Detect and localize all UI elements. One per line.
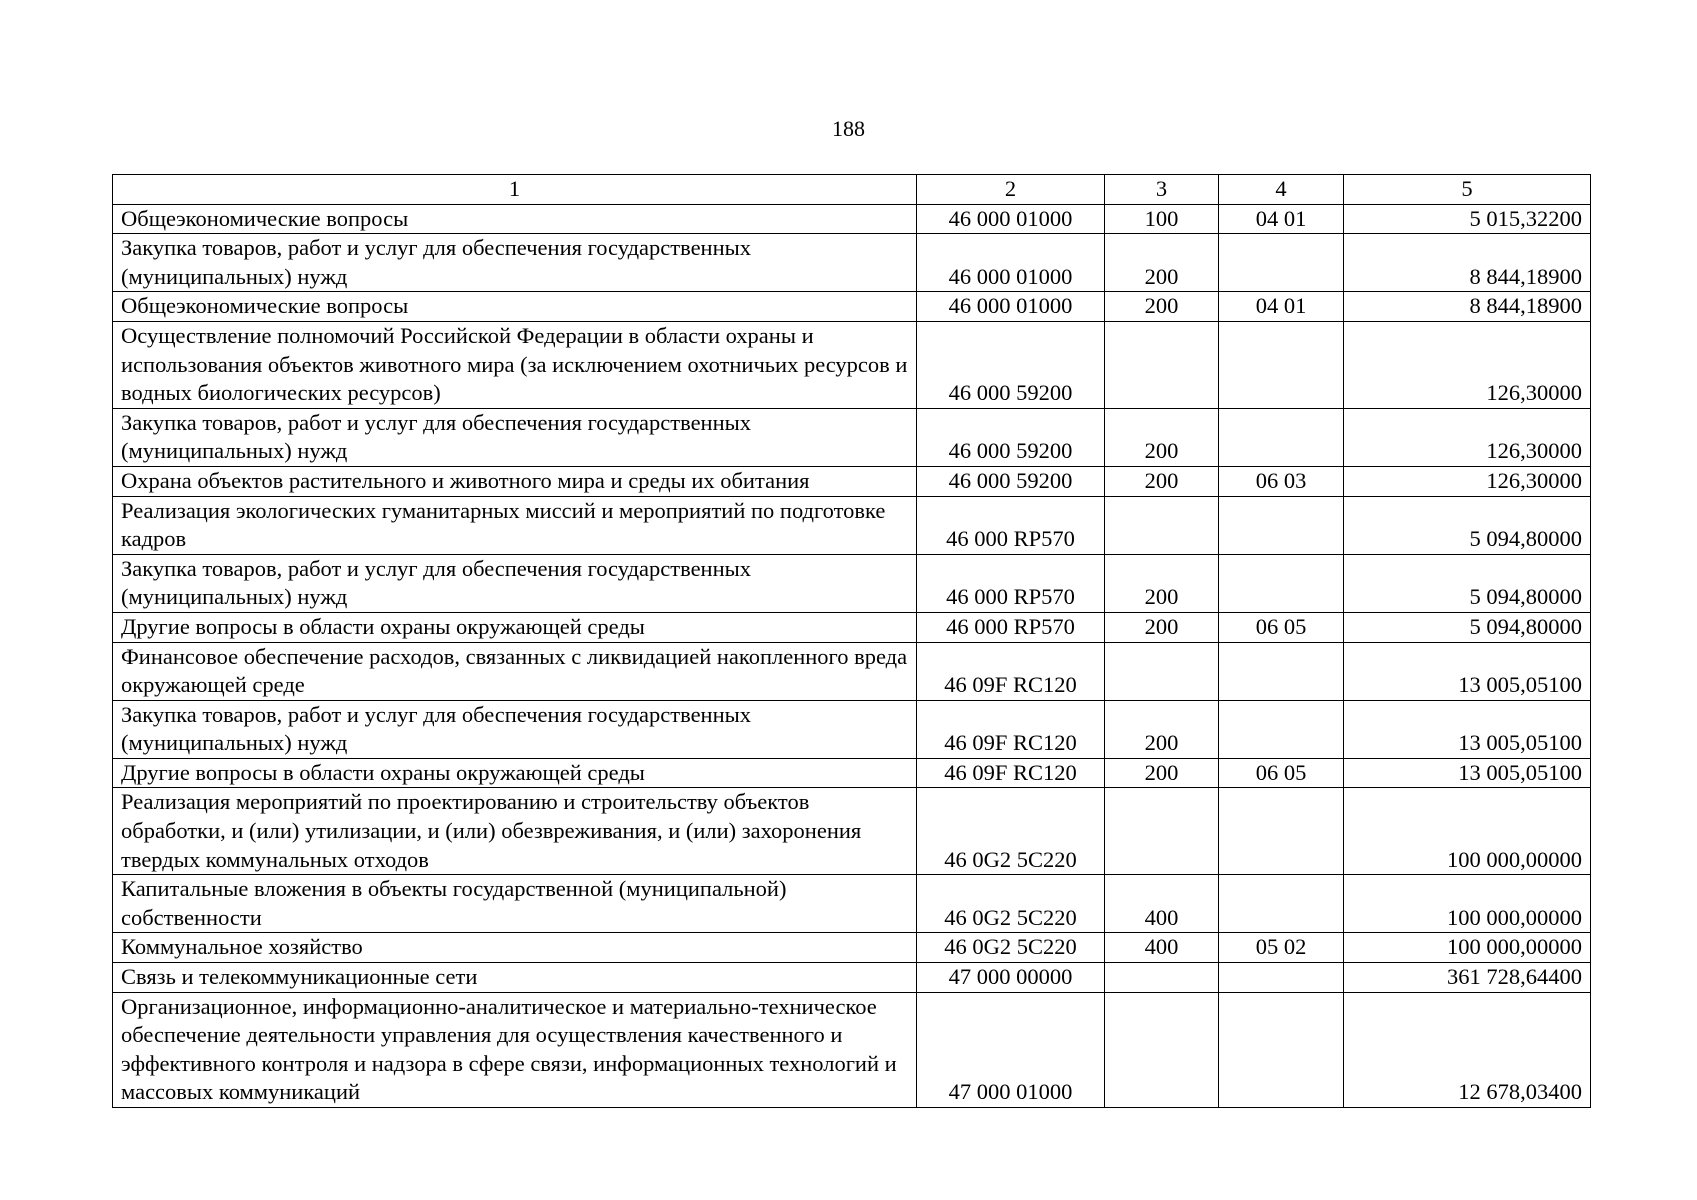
row-section	[1219, 496, 1344, 554]
row-name: Реализация экологических гуманитарных миссий и мероприятий по подготовке кадров	[113, 496, 917, 554]
budget-table	[112, 174, 1591, 1108]
row-code: 46 000 59200	[917, 408, 1105, 466]
row-section: 06 03	[1219, 466, 1344, 496]
row-expense-type: 400	[1105, 875, 1219, 933]
column-header: 2	[917, 175, 1105, 205]
row-section: 04 01	[1219, 292, 1344, 322]
row-code: 46 000 01000	[917, 292, 1105, 322]
row-section: 06 05	[1219, 758, 1344, 788]
table-row	[113, 788, 1591, 875]
row-code: 47 000 00000	[917, 963, 1105, 993]
row-amount: 13 005,05100	[1344, 758, 1591, 788]
row-name: Организационное, информационно-аналитическое и материально-техническое обеспечение деятельности управления для осуществления качественного и эффективного контроля и надзора в сфере связи, информационных технологий и массовых коммуникаций	[113, 992, 917, 1107]
row-section	[1219, 234, 1344, 292]
row-name: Закупка товаров, работ и услуг для обеспечения государственных (муниципальных) нужд	[113, 408, 917, 466]
row-name: Связь и телекоммуникационные сети	[113, 963, 917, 993]
row-section	[1219, 408, 1344, 466]
row-expense-type: 200	[1105, 466, 1219, 496]
table-row	[113, 963, 1591, 993]
row-amount: 13 005,05100	[1344, 700, 1591, 758]
row-code: 46 000 RP570	[917, 612, 1105, 642]
row-amount: 5 015,32200	[1344, 204, 1591, 234]
row-name: Капитальные вложения в объекты государственной (муниципальной) собственности	[113, 875, 917, 933]
row-section	[1219, 788, 1344, 875]
row-expense-type: 100	[1105, 204, 1219, 234]
table-header-row	[113, 175, 1591, 205]
table-row	[113, 292, 1591, 322]
row-name: Общеэкономические вопросы	[113, 292, 917, 322]
row-section: 04 01	[1219, 204, 1344, 234]
row-expense-type: 400	[1105, 933, 1219, 963]
table-row	[113, 933, 1591, 963]
row-amount: 126,30000	[1344, 408, 1591, 466]
row-name: Другие вопросы в области охраны окружающей среды	[113, 612, 917, 642]
row-name: Закупка товаров, работ и услуг для обеспечения государственных (муниципальных) нужд	[113, 554, 917, 612]
row-expense-type	[1105, 992, 1219, 1107]
column-header: 3	[1105, 175, 1219, 205]
table-row	[113, 612, 1591, 642]
row-section	[1219, 321, 1344, 408]
row-amount: 8 844,18900	[1344, 292, 1591, 322]
row-name: Коммунальное хозяйство	[113, 933, 917, 963]
row-amount: 5 094,80000	[1344, 496, 1591, 554]
table-row	[113, 408, 1591, 466]
row-code: 46 000 59200	[917, 321, 1105, 408]
row-expense-type: 200	[1105, 292, 1219, 322]
column-header: 1	[113, 175, 917, 205]
row-code: 46 000 RP570	[917, 554, 1105, 612]
row-section	[1219, 992, 1344, 1107]
page-number: 188	[832, 116, 865, 141]
row-name: Закупка товаров, работ и услуг для обеспечения государственных (муниципальных) нужд	[113, 700, 917, 758]
row-section: 05 02	[1219, 933, 1344, 963]
row-name: Реализация мероприятий по проектированию и строительству объектов обработки, и (или) утилизации, и (или) обезвреживания, и (или) захоронения твердых коммунальных отходов	[113, 788, 917, 875]
table-row	[113, 496, 1591, 554]
table-row	[113, 204, 1591, 234]
table-row	[113, 992, 1591, 1107]
row-code: 46 09F RC120	[917, 700, 1105, 758]
row-expense-type: 200	[1105, 408, 1219, 466]
row-amount: 5 094,80000	[1344, 554, 1591, 612]
row-code: 46 0G2 5C220	[917, 875, 1105, 933]
row-code: 46 000 RP570	[917, 496, 1105, 554]
row-section	[1219, 875, 1344, 933]
row-code: 46 000 59200	[917, 466, 1105, 496]
table-row	[113, 466, 1591, 496]
row-code: 46 09F RC120	[917, 642, 1105, 700]
row-expense-type	[1105, 788, 1219, 875]
row-section	[1219, 554, 1344, 612]
row-amount: 100 000,00000	[1344, 788, 1591, 875]
row-name: Охрана объектов растительного и животного мира и среды их обитания	[113, 466, 917, 496]
table-row	[113, 234, 1591, 292]
table-row	[113, 758, 1591, 788]
row-section	[1219, 963, 1344, 993]
row-name: Другие вопросы в области охраны окружающей среды	[113, 758, 917, 788]
column-header: 5	[1344, 175, 1591, 205]
row-expense-type	[1105, 963, 1219, 993]
row-name: Финансовое обеспечение расходов, связанных с ликвидацией накопленного вреда окружающей среде	[113, 642, 917, 700]
row-amount: 100 000,00000	[1344, 933, 1591, 963]
row-name: Общеэкономические вопросы	[113, 204, 917, 234]
row-code: 47 000 01000	[917, 992, 1105, 1107]
row-code: 46 09F RC120	[917, 758, 1105, 788]
row-amount: 126,30000	[1344, 466, 1591, 496]
row-amount: 126,30000	[1344, 321, 1591, 408]
row-expense-type	[1105, 642, 1219, 700]
row-code: 46 0G2 5C220	[917, 933, 1105, 963]
row-section	[1219, 642, 1344, 700]
row-amount: 361 728,64400	[1344, 963, 1591, 993]
row-expense-type	[1105, 496, 1219, 554]
row-expense-type: 200	[1105, 758, 1219, 788]
row-expense-type: 200	[1105, 700, 1219, 758]
row-code: 46 0G2 5C220	[917, 788, 1105, 875]
column-header: 4	[1219, 175, 1344, 205]
table-row	[113, 700, 1591, 758]
row-code: 46 000 01000	[917, 204, 1105, 234]
row-code: 46 000 01000	[917, 234, 1105, 292]
table-row	[113, 642, 1591, 700]
table-row	[113, 321, 1591, 408]
row-expense-type	[1105, 321, 1219, 408]
row-amount: 12 678,03400	[1344, 992, 1591, 1107]
row-section	[1219, 700, 1344, 758]
row-name: Осуществление полномочий Российской Федерации в области охраны и использования объектов животного мира (за исключением охотничьих ресурсов и водных биологических ресурсов)	[113, 321, 917, 408]
table-row	[113, 554, 1591, 612]
row-section: 06 05	[1219, 612, 1344, 642]
row-expense-type: 200	[1105, 554, 1219, 612]
row-amount: 100 000,00000	[1344, 875, 1591, 933]
row-amount: 8 844,18900	[1344, 234, 1591, 292]
row-expense-type: 200	[1105, 612, 1219, 642]
row-name: Закупка товаров, работ и услуг для обеспечения государственных (муниципальных) нужд	[113, 234, 917, 292]
row-amount: 13 005,05100	[1344, 642, 1591, 700]
row-amount: 5 094,80000	[1344, 612, 1591, 642]
row-expense-type: 200	[1105, 234, 1219, 292]
table-row	[113, 875, 1591, 933]
